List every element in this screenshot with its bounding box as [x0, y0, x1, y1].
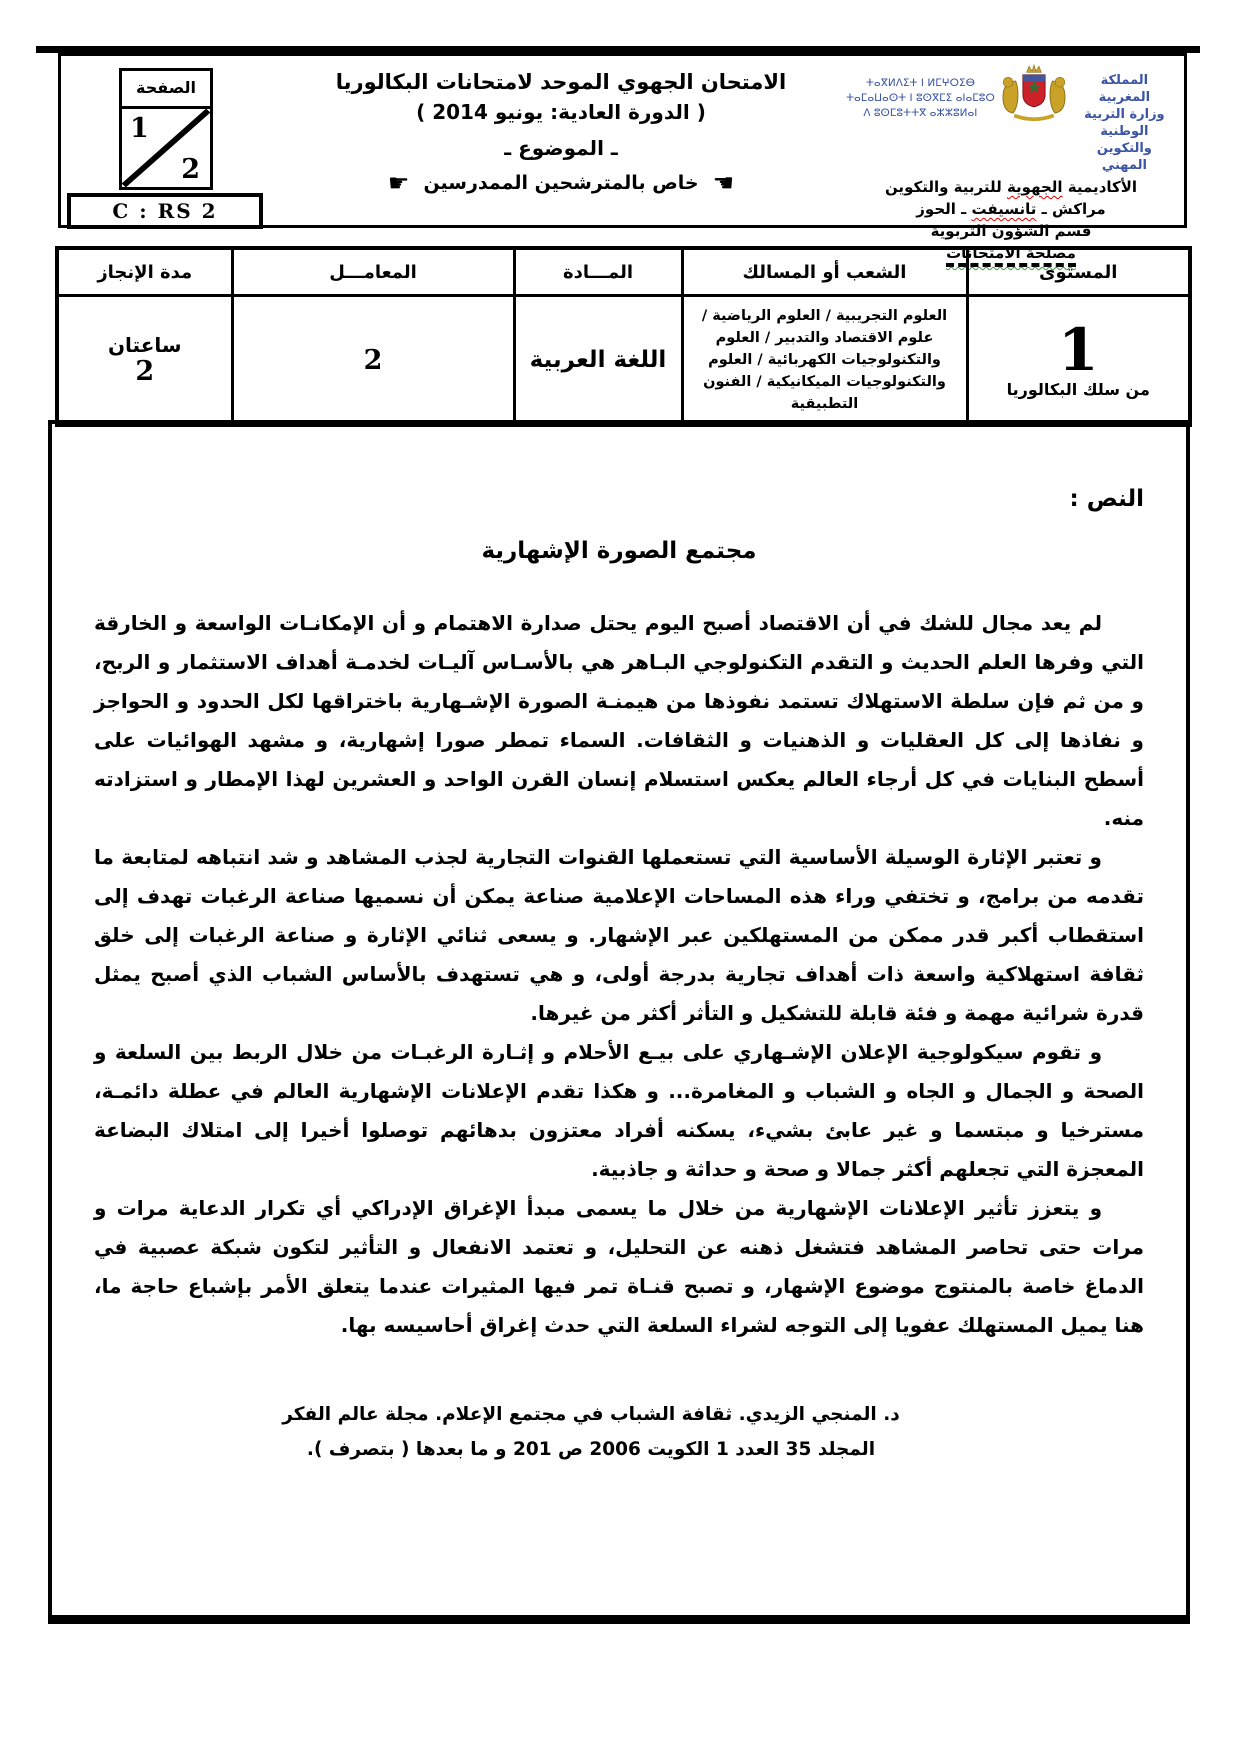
- cell-coefficient: 2: [232, 296, 514, 426]
- ministry-block: [846, 62, 1176, 264]
- paragraph: و تقوم سيكولوجية الإعلان الإشـهاري على بيـع الأحلام و إثـارة الرغبـات من خلال الربط بين السلعة و الصحة و الجمال و الجاه و الشباب و المغامرة... و هكذا تقدم الإعلانات الإشهارية العالم في عطلة دائمـة، مسترخيا و مبتسما و غير عابئ بشيء، يسكنه أفراد معتزون بدهائهم توصلوا أخيرا إلى امتلاك البضاعة المعجزة التي تجعلهم أكثر جمالا و صحة و حداثة و جاذبية.: [94, 1040, 1144, 1181]
- tifinagh-line: ⵜⴰⵎⴰⵡⴰⵙⵜ ⵏ ⵓⵙⴳⵎⵉ ⴰⵏⴰⵎⵓⵔ: [846, 92, 995, 104]
- text-label: النص :: [1069, 486, 1144, 512]
- page-label: الصفحة: [119, 68, 213, 106]
- level-cycle: من سلك البكالوريا: [1006, 379, 1150, 399]
- paragraph: و تعتبر الإثارة الوسيلة الأساسية التي تستعملها القنوات التجارية لجذب المشاهد و شد انتباهه لمتابعة ما تقدمه من برامج، و تختفي وراء هذه المساحات الإعلامية صناعة يمكن أن نسميها صناعة الرغبات تهدف إلى استقطاب أكبر قدر ممكن من المستهلكين عبر الإشهار. و يسعى ثنائي الإثارة و صناعة الرغبات إلى خلق ثقافة استهلاكية واسعة ذات أهداف تجارية بدرجة أولى، و هي تستهدف بالأساس الشباب الذي أصبح يمثل قدرة شرائية مهمة و فئة قابلة للتشكيل و التأثر أكثر من غيرها.: [94, 845, 1144, 1025]
- exam-code-box: C : RS 2: [67, 193, 263, 229]
- ministry-line: وزارة التربية الوطنية: [1084, 107, 1165, 139]
- manicule-left-icon: ☛: [387, 169, 410, 197]
- manicule-right-icon: ☚: [712, 169, 735, 197]
- page-total: 2: [181, 154, 200, 185]
- header-tracks: الشعب أو المسالك: [682, 248, 967, 296]
- paragraph: لم يعد مجال للشك في أن الاقتصاد أصبح اليوم يحتل صدارة الاهتمام و أن الإمكانـات الواسعة و الخارقة التي وفرها العلم الحديث و التقدم التكنولوجي البـاهر هي بالأسـاس آليـات لخدمـة أهداف الاستثمار و الربح، و من ثم فإن سلطة الاستهلاك تستمد نفوذها من هيمنـة الصورة الإشـهارية باختراقها لكل الحدود و الحواجز و نفاذها إلى كل العقليات و الذهنيات و الثقافات. السماء تمطر صورا إشهارية، و مشهد الهوائيات على أسطح البنايات في كل أرجاء العالم يعكس استسلام إنسان القرن الواحد و العشرين لهذا الإمطار و استزادته منه.: [94, 611, 1144, 830]
- exam-header-titles: [251, 70, 871, 197]
- table-header-row: [57, 248, 1190, 296]
- citation-author-line: د. المنجي الزيدي. ثقافة الشباب في مجتمع الإعلام. مجلة عالم الفكر: [282, 1404, 900, 1425]
- exam-info-table: [55, 246, 1192, 427]
- text-body: [94, 604, 1144, 1345]
- duration-number: 2: [135, 356, 155, 387]
- academy-region: مراكش ـ تانسيفت ـ الحوز: [916, 200, 1106, 218]
- cell-tracks: العلوم التجريبية / العلوم الرياضية / علوم الاقتصاد والتدبير / العلوم والتكنولوجيات الكهربائية / العلوم والتكنولوجيات الميكانيكية / الفنون التطبيقية: [682, 296, 967, 426]
- session-line: ( الدورة العادية: يونيو 2014 ): [416, 100, 706, 124]
- duration-word: ساعتان: [107, 333, 182, 357]
- exams-office: مصلحة الامتحانات: [846, 242, 1176, 264]
- cell-level: [967, 296, 1190, 426]
- ministry-line: والتكوين المهني: [1096, 141, 1152, 173]
- pedagogical-affairs-division: قسم الشؤون التربوية: [930, 222, 1092, 240]
- header-level: المستوى: [967, 248, 1190, 296]
- level-number: 1: [1058, 315, 1099, 384]
- text-title: مجتمع الصورة الإشهارية: [481, 538, 757, 564]
- header-box: [58, 53, 1187, 262]
- kingdom-line: المملكة المغربية: [1098, 73, 1151, 105]
- paragraph: و يتعزز تأثير الإعلانات الإشهارية من خلال ما يسمى مبدأ الإغراق الإدراكي أي تكرار الدعاية مرات و مرات حتى تحاصر المشاهد فتشغل ذهنه عن التحليل، و تعتمد الانفعال و التأثير لتكون شبكة عصبية في الدماغ خاصة بالمنتوج موضوع الإشهار، و تصبح قنـاة تمر فيها المثيرات عندما يتعلق الأمر بإشباع حاجة ما، هنا يميل المستهلك عفويا إلى التوجه لشراء السلعة التي حدث إغراق أحاسيسه بها.: [94, 1196, 1144, 1337]
- exam-title: الامتحان الجهوي الموحد لامتحانات البكالوريا: [335, 70, 787, 94]
- citation: [271, 1397, 911, 1467]
- tifinagh-text: [846, 62, 995, 121]
- header-duration: مدة الإنجاز: [57, 248, 232, 296]
- page-current: 1: [130, 113, 149, 144]
- tifinagh-line: ⵜⴰⴳⵍⴷⵉⵜ ⵏ ⵍⵎⵖⵔⵉⴱ: [865, 77, 975, 89]
- candidates-note: خاص بالمترشحين الممدرسين: [423, 172, 699, 194]
- candidates-note-line: [251, 169, 871, 197]
- subject-label: ـ الموضوع ـ: [504, 136, 618, 160]
- tifinagh-line: ⴷ ⵓⵙⵎⵓⵜⵜⴳ ⴰⵣⵣⵓⵍⴰⵏ: [863, 107, 978, 119]
- kingdom-text: [1073, 62, 1176, 174]
- header-subject: المـــادة: [514, 248, 682, 296]
- academy-name: الأكاديمية الجهوية للتربية والتكوين: [884, 178, 1138, 196]
- citation-ref-line: المجلد 35 العدد 1 الكويت 2006 ص 201 و ما بعدها ( بتصرف ).: [306, 1439, 876, 1460]
- morocco-coat-of-arms-icon: [997, 62, 1071, 124]
- table-row: [57, 296, 1190, 426]
- cell-duration: [57, 296, 232, 426]
- page-number-widget: [119, 68, 213, 190]
- header-coefficient: المعامـــل: [232, 248, 514, 296]
- cell-subject: اللغة العربية: [514, 296, 682, 426]
- text-box: [48, 420, 1190, 1624]
- top-divider: [36, 46, 1200, 53]
- page-fraction-box: [119, 106, 213, 190]
- ministry-top-row: [846, 62, 1176, 174]
